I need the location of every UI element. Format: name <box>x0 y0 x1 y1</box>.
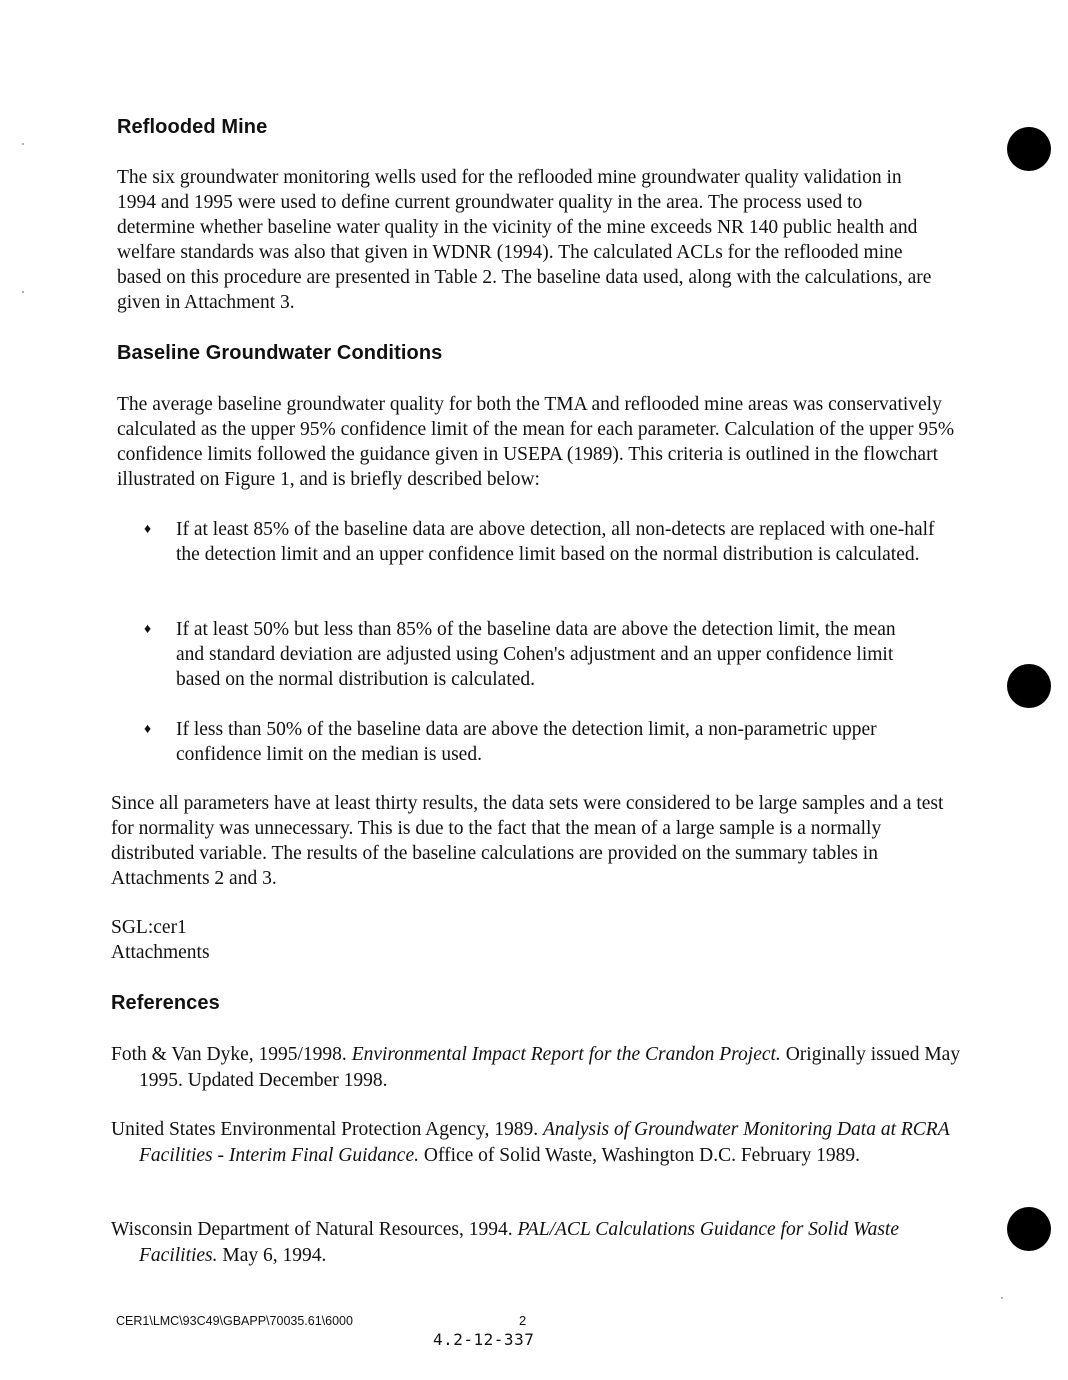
bullet-item-3: If less than 50% of the baseline data are above the detection limit, a non-parametric upper confidence limit on the median is used. <box>176 719 877 765</box>
reference-details: Office of Solid Waste, Washington D.C. February 1989. <box>423 1144 860 1166</box>
bullet-item-1: If at least 85% of the baseline data are above detection, all non-detects are replaced with one-half the detection limit and an upper confidence limit based on the normal distribution is calculated. <box>176 519 935 565</box>
bullet-marker: ♦ <box>144 722 152 737</box>
bullet-marker: ♦ <box>144 522 152 537</box>
reference-title: Analysis of Groundwater Monitoring Data at RCRA Facilities - Interim Final Guidance. <box>139 1119 950 1166</box>
reference-title: Environmental Impact Report for the Crandon Project. <box>351 1044 781 1065</box>
footer-document-number: 4.2-12-337 <box>433 1330 535 1349</box>
reference-author: Foth & Van Dyke, 1995/1998. <box>111 1044 347 1065</box>
scan-speck <box>1001 1297 1003 1299</box>
signature-enclosure: Attachments <box>111 942 210 963</box>
reference-item <box>111 1117 969 1168</box>
signature-initials: SGL:cer1 <box>111 917 187 938</box>
reference-details: May 6, 1994. <box>222 1244 327 1266</box>
paragraph-baseline-closing: Since all parameters have at least thirty results, the data sets were considered to be large samples and a test for normality was unnecessary. This is due to the fact that the mean of a large sample is a normally distributed variable. The results of the baseline calculations are provided on the summary tables in Attachments 2 and 3. <box>111 793 944 889</box>
heading-reflooded-mine: Reflooded Mine <box>117 116 268 138</box>
footer-file-path: CER1\LMC\93C49\GBAPP\70035.61\6000 <box>116 1314 353 1328</box>
reference-author: United States Environmental Protection Agency, 1989. <box>111 1119 539 1140</box>
paragraph-baseline-intro: The average baseline groundwater quality for both the TMA and reflooded mine areas was conservatively calculated as the upper 95% confidence limit of the mean for each parameter. Calculation of the upper 95% confidence limits followed the guidance given in USEPA (1989). This criteria is outlined in the flowchart illustrated on Figure 1, and is briefly described below: <box>117 394 955 490</box>
reference-author: Wisconsin Department of Natural Resources, 1994. <box>111 1219 513 1240</box>
bullet-item-2: If at least 50% but less than 85% of the baseline data are above the detection limit, the mean and standard deviation are adjusted using Cohen's adjustment and an upper confidence limit based on the normal distribution is calculated. <box>176 619 896 690</box>
paragraph-reflooded-mine: The six groundwater monitoring wells used for the reflooded mine groundwater quality validation in 1994 and 1995 were used to define current groundwater quality in the area. The process used to determine whether baseline water quality in the vicinity of the mine exceeds NR 140 public health and welfare standards was also that given in WDNR (1994). The calculated ACLs for the reflooded mine based on this procedure are presented in Table 2. The baseline data used, along with the calculations, are given in Attachment 3. <box>117 167 932 313</box>
reference-details: Originally issued May 1995. Updated December 1998. <box>139 1044 961 1091</box>
heading-references: References <box>111 992 220 1014</box>
punch-hole-middle <box>1007 664 1051 708</box>
punch-hole-bottom <box>1007 1207 1051 1251</box>
footer-page-number: 2 <box>519 1313 527 1328</box>
bullet-marker: ♦ <box>144 622 152 637</box>
scan-speck <box>22 291 24 293</box>
scan-speck <box>22 143 24 145</box>
reference-item <box>111 1042 969 1093</box>
reference-item <box>111 1217 969 1268</box>
heading-baseline-conditions: Baseline Groundwater Conditions <box>117 342 443 364</box>
punch-hole-top <box>1007 127 1051 171</box>
reference-title: PAL/ACL Calculations Guidance for Solid Waste Facilities. <box>139 1219 899 1266</box>
